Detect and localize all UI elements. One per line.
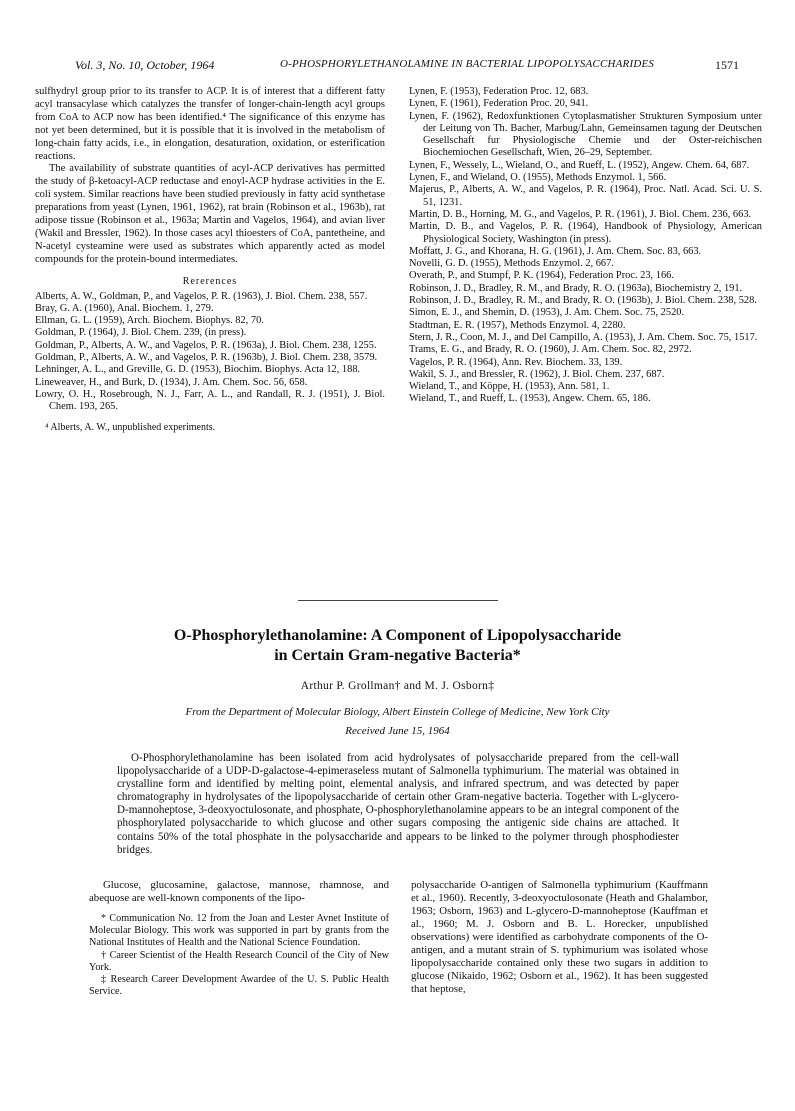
left-column (35, 86, 385, 434)
reference-entry: Robinson, J. D., Bradley, R. M., and Brady, R. O. (1963a), Biochemistry 2, 191. (409, 282, 743, 294)
section-divider (298, 600, 498, 601)
body-paragraph: Glucose, glucosamine, galactose, mannose, rhamnose, and abequose are well-known components of the lipo- (89, 879, 389, 904)
reference-entry: Wieland, T., and Köppe, H. (1953), Ann. 581, 1. (409, 381, 610, 393)
reference-entry: Goldman, P. (1964), J. Biol. Chem. 239, (in press). (35, 327, 247, 339)
footnote: † Career Scientist of the Health Research Council of the City of New York. (89, 949, 389, 973)
reference-entry: Lynen, F. (1962), Redoxfunktionen Cytoplasmatisher Strukturen Symposium unter der Leitung von Th. Bacher, Marbug/Lahn, Gemeinsamen tagung der Deutschen Gesellschaft fur Physiologische Chemie und der Oster-reichischen Biochemiochen Gesellschaft, Wien, 26–29, September. (409, 110, 762, 159)
received-date: Received June 15, 1964 (345, 725, 450, 737)
references-heading: Rererences (182, 275, 238, 287)
journal-volume: Vol. 3, No. 10, October, 1964 (75, 58, 215, 72)
body-paragraph: polysaccharide O-antigen of Salmonella typhimurium (Kauffmann et al., 1960). Recently, 3-deoxyoctulosonate (Heath and Ghalambor, 1963; Osborn, 1963) and L-glycero-D-mannoheptose (Kauffman et al., 1960; M. J. Osborn and B. L. Horecker, unpublished observations) were identified as carbohydrate components of the O-antigen, and a mutant strain of S. typhimurium was isolated whose lipopolysaccharide contained only these two sugars in addition to glucose (Nikaido, 1962; Osborn et al., 1962). It has been suggested that heptose, (411, 879, 708, 995)
reference-entry: Lynen, F. (1953), Federation Proc. 12, 683. (409, 86, 589, 97)
reference-entry: Lehninger, A. L., and Greville, G. D. (1953), Biochim. Biophys. Acta 12, 188. (35, 364, 361, 376)
reference-entry: Moffatt, J. G., and Khorana, H. G. (1961), J. Am. Chem. Soc. 83, 663. (409, 245, 702, 257)
reference-entry: Martin, D. B., Horning, M. G., and Vagelos, P. R. (1961), J. Biol. Chem. 236, 663. (409, 208, 752, 220)
reference-entry: Lynen, F. (1961), Federation Proc. 20, 941. (409, 98, 589, 110)
abstract-text: O-Phosphorylethanolamine has been isolated from acid hydrolysates of polysaccharide prepared from the cell-wall lipopolysaccharide of a UDP-D-galactose-4-epimeraseless mutant of Salmonella typhimurium. The material was obtained in crystalline form and identified by melting point, elemental analysis, and infrared spectrum, and was detected by paper chromatography in hydrolysates of the lipopolysaccharide of certain other Gram-negative bacteria. Together with L-glycero-D-mannoheptose, 3-deoxyoctulosonate, and phosphate, O-phosphorylethanolamine appears to be an integral component of the phosphorylated polysaccharide to which glucose and other sugars composing the antigenic side chains are attached. It contains 50% of the total phosphate in the polysaccharide and appears to be linked to the polymer through phosphodiester bridges. (117, 752, 679, 856)
reference-entry: Bray, G. A. (1960), Anal. Biochem. 1, 279. (35, 302, 214, 314)
abstract (117, 752, 679, 857)
reference-list (35, 291, 385, 414)
reference-entry: Trams, E. G., and Brady, R. O. (1960), J. Am. Chem. Soc. 82, 2972. (409, 344, 692, 356)
title-line: in Certain Gram-negative Bacteria* (274, 647, 521, 664)
reference-entry: Stern, J. R., Coon, M. J., and Del Campillo, A. (1953), J. Am. Chem. Soc. 75, 1517. (409, 331, 758, 343)
body-left-column (89, 879, 389, 998)
article-title (0, 626, 795, 666)
reference-entry: Majerus, P., Alberts, A. W., and Vagelos, P. R. (1964), Proc. Natl. Acad. Sci. U. S. 51, 1231. (409, 184, 762, 208)
footnotes (89, 913, 389, 998)
reference-entry: Martin, D. B., and Vagelos, P. R. (1964), Handbook of Physiology, American Physiological Society, Washington (in press). (409, 221, 762, 245)
footnote: ⁴ Alberts, A. W., unpublished experiments. (45, 421, 216, 433)
reference-entry: Vagelos, P. R. (1964), Ann. Rev. Biochem. 33, 139. (409, 356, 623, 368)
paragraph: The availability of substrate quantities of acyl-ACP derivatives has permitted the study of β-ketoacyl-ACP reductase and enoyl-ACP hydrase activities in the E. coli system. Similar reactions have been studied previously in fatty acid synthetase preparations from yeast (Lynen, 1961, 1962), rat brain (Robinson et al., 1963b), rat adipose tissue (Robinson et al., 1963a; Martin and Vagelos, 1964), and avian liver (Wakil and Bressler, 1962). In those cases acyl thioesters of CoA, pantetheine, and N-acetyl cysteamine were used as substrates which apparently acted as model compounds for the protein-bound intermediates. (35, 163, 385, 265)
reference-entry: Ellman, G. L. (1959), Arch. Biochem. Biophys. 82, 70. (35, 315, 264, 327)
running-title: O-PHOSPHORYLETHANOLAMINE IN BACTERIAL LIPOPOLYSACCHARIDES (280, 58, 655, 70)
reference-entry: Lynen, F., Wessely, L., Wieland, O., and Rueff, L. (1952), Angew. Chem. 64, 687. (409, 159, 750, 171)
footnote: * Communication No. 12 from the Joan and Lester Avnet Institute of Molecular Biology. This work was supported in part by grants from the National Institutes of Health and the National Science Foundation. (89, 913, 389, 949)
reference-entry: Alberts, A. W., Goldman, P., and Vagelos, P. R. (1963), J. Biol. Chem. 238, 557. (35, 290, 368, 302)
reference-entry: Wakil, S. J., and Bressler, R. (1962), J. Biol. Chem. 237, 687. (409, 368, 665, 380)
paragraph: sulfhydryl group prior to its transfer to ACP. It is of interest that a different fatty acyl transacylase which catalyzes the transfer of longer-chain-length acyl groups from CoA to ACP now has been identified.⁴ The significance of this enzyme has not yet been determined, but it is possible that it is involved in the metabolism of long-chain fatty acids, i.e., in elongation, desaturation, oxidation, or esterification reactions. (35, 86, 385, 162)
reference-entry: Stadtman, E. R. (1957), Methods Enzymol. 4, 2280. (409, 319, 626, 331)
reference-entry: Lowry, O. H., Rosebrough, N. J., Farr, A. L., and Randall, R. J. (1951), J. Biol. Chem. 193, 265. (35, 388, 385, 413)
reference-entry: Novelli, G. D. (1955), Methods Enzymol. 2, 667. (409, 258, 614, 270)
reference-list (409, 86, 762, 406)
reference-entry: Lineweaver, H., and Burk, D. (1934), J. Am. Chem. Soc. 56, 658. (35, 376, 308, 388)
affiliation: From the Department of Molecular Biology, Albert Einstein College of Medicine, New York City (185, 706, 610, 718)
body-right-column (411, 879, 708, 996)
reference-entry: Wieland, T., and Rueff, L. (1953), Angew. Chem. 65, 186. (409, 393, 651, 405)
reference-entry: Robinson, J. D., Bradley, R. M., and Brady, R. O. (1963b), J. Biol. Chem. 238, 528. (409, 295, 757, 307)
reference-entry: Simon, E. J., and Shemin, D. (1953), J. Am. Chem. Soc. 75, 2520. (409, 307, 685, 319)
reference-entry: Goldman, P., Alberts, A. W., and Vagelos, P. R. (1963b), J. Biol. Chem. 238, 3579. (35, 352, 378, 364)
reference-entry: Overath, P., and Stumpf, P. K. (1964), Federation Proc. 23, 166. (409, 270, 674, 282)
reference-entry: Lynen, F., and Wieland, O. (1955), Methods Enzymol. 1, 566. (409, 172, 667, 184)
footnote: ‡ Research Career Development Awardee of the U. S. Public Health Service. (89, 974, 389, 998)
title-line: O-Phosphorylethanolamine: A Component of Lipopolysaccharide (173, 627, 622, 644)
authors: Arthur P. Grollman† and M. J. Osborn‡ (300, 680, 495, 692)
reference-entry: Goldman, P., Alberts, A. W., and Vagelos, P. R. (1963a), J. Biol. Chem. 238, 1255. (35, 339, 377, 351)
page-number: 1571 (715, 58, 739, 72)
right-column (409, 86, 762, 406)
